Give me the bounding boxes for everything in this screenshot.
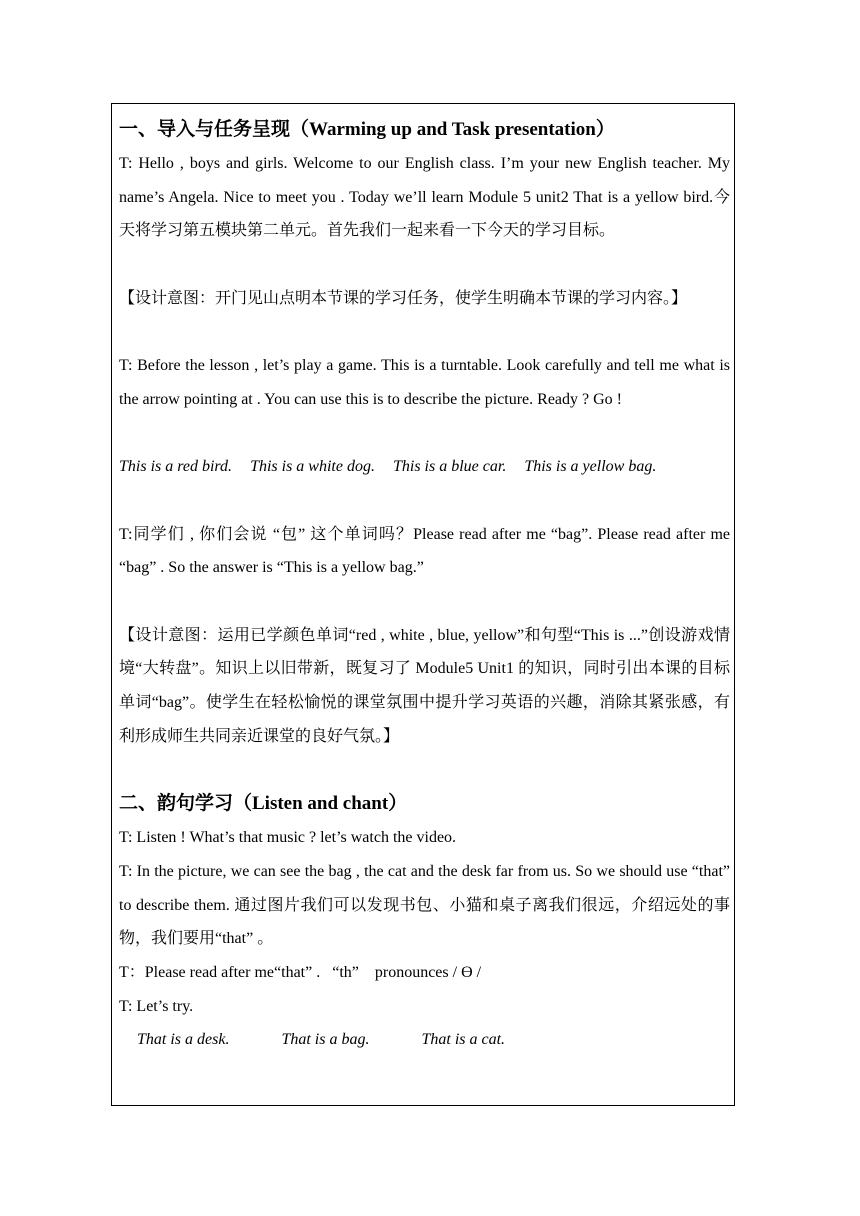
- pronunciation-line: T：Please read after me“that” . “th” pronounces / Ɵ /: [119, 964, 482, 982]
- that-examples: [119, 1023, 730, 1057]
- example-sentence: This is a red bird.: [119, 458, 233, 476]
- example-sentence: This is a white dog.: [250, 458, 375, 476]
- color-examples: [119, 450, 730, 484]
- game-instructions: T: Before the lesson , let’s play a game. This is a turntable. Look carefully and tell me what is the arrow pointing at . You can use this is to describe the picture. Ready ? Go !: [119, 357, 730, 408]
- section-1-intro: T: Hello , boys and girls. Welcome to our English class. I’m your new English teacher. My name’s Angela. Nice to meet you . Today we’ll learn Module 5 unit2 That is a yellow bird.今天将学习第五模块第二单元。首先我们一起来看一下今天的学习目标。: [119, 155, 730, 240]
- listen-line: T: Listen ! What’s that music ? let’s watch the video.: [119, 829, 457, 847]
- lesson-plan-table-cell: [111, 103, 735, 1106]
- section-2-heading: 二、韵句学习（Listen and chant）: [119, 793, 408, 815]
- picture-explanation: T: In the picture, we can see the bag , the cat and the desk far from us. So we should use “that” to describe them. 通过图片我们可以发现书包、小猫和桌子离我们很远，介绍远处的事物，我们要用“that” 。: [119, 862, 730, 948]
- design-note-2: 【设计意图：运用已学颜色单词“red , white , blue, yellow”和句型“This is ...”创设游戏情境“大转盘”。知识上以旧带新，既复习了 Module5 Unit1 的知识，同时引出本课的目标单词“bag”。使学生在轻松愉悦的课堂氛围中提升学习英语的兴趣，消除其紧张感，有利形成师生共同亲近课堂的良好气氛。】: [119, 626, 730, 745]
- lets-try-line: T: Let’s try.: [119, 997, 194, 1015]
- section-1-heading: 一、导入与任务呈现（Warming up and Task presentation）: [119, 119, 615, 140]
- example-sentence: That is a cat.: [421, 1031, 506, 1049]
- bag-prompt: T:同学们 , 你们会说 “包” 这个单词吗？Please read after me “bag”. Please read after me “bag” . So the answer is “This is a yellow bag.”: [119, 525, 730, 577]
- example-sentence: This is a yellow bag.: [524, 458, 657, 476]
- lesson-content: [119, 113, 730, 1057]
- example-sentence: That is a desk.: [137, 1031, 230, 1049]
- example-sentence: This is a blue car.: [392, 458, 507, 476]
- example-sentence: That is a bag.: [281, 1031, 370, 1049]
- design-note-1: 【设计意图：开门见山点明本节课的学习任务，使学生明确本节课的学习内容。】: [119, 289, 688, 307]
